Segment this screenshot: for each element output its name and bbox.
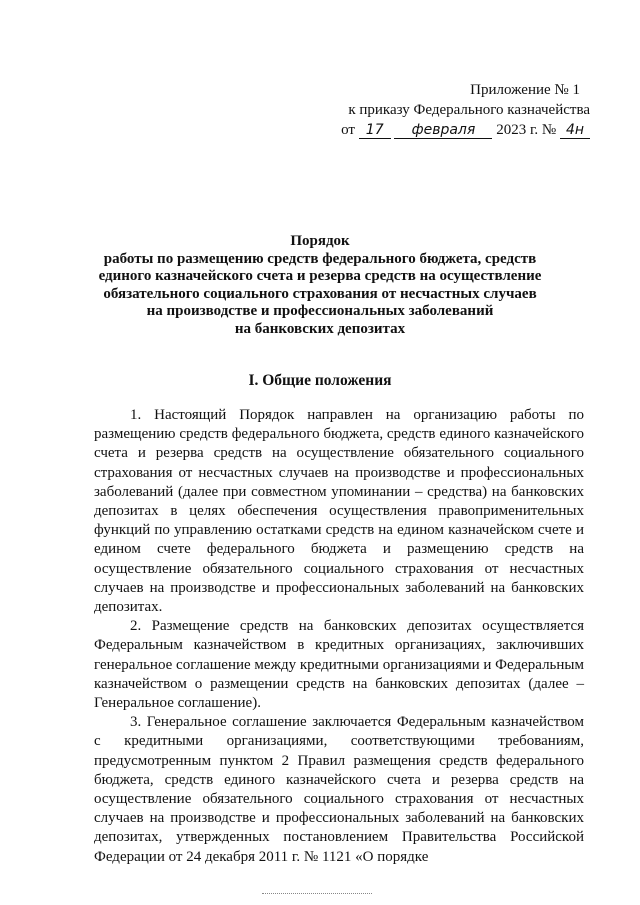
title-line: обязательного социального страхования от несчастных случаев [103, 285, 537, 302]
appendix-date-line [330, 120, 590, 140]
paragraph-2: 2. Размещение средств на банковских депозитах осуществляется Федеральным казначейством в кредитных организациях, заключивших генеральное соглашение между кредитными организациями и Федеральным казначейством о размещении средств на банковских депозитах (далее – Генеральное соглашение). [94, 618, 584, 712]
paragraph-1: 1. Настоящий Порядок направлен на организацию работы по размещению средств федерального бюджета, средств единого казначейского счета и резерва средств на осуществление обязательного социального страхования от несчастных случаев на производстве и профессиональных заболеваний (далее при совместном упоминании – средства) на банковских депозитах в целях обеспечения осуществления правоприменительных функций по управлению остатками средств на едином казначейском счете и едином счете федерального бюджета и размещению средств на осуществление обязательного социального страхования от несчастных случаев на производстве и профессиональных заболеваний на банковских депозитах. [94, 407, 584, 616]
paragraph-3: 3. Генеральное соглашение заключается Федеральным казначейством с кредитными организациями, соответствующими требованиям, предусмотренным пунктом 2 Правил размещения средств федерального бюджета, средств единого казначейского счета и резерва средств на осуществление обязательного социального страхования от несчастных случаев на производстве и профессиональных заболеваний на банковских депозитах, утвержденных постановлением Правительства Российской Федерации от 24 декабря 2011 г. № 1121 «О порядке [94, 714, 584, 865]
page-stamp-mark [262, 893, 372, 904]
appendix-header [330, 80, 590, 140]
title-line: на производстве и профессиональных заболеваний [146, 303, 494, 319]
section-heading: I. Общие положения [248, 372, 392, 389]
title-line: на банковских депозитах [234, 320, 406, 337]
appendix-number: Приложение № 1 [470, 82, 580, 98]
title-line: единого казначейского счета и резерва средств на осуществление [98, 268, 542, 284]
document-title [60, 233, 580, 338]
date-prefix: от [341, 122, 355, 138]
handwritten-day: 17 [359, 122, 391, 139]
date-year: 2023 г. № [496, 122, 557, 138]
title-line: Порядок [290, 233, 350, 249]
title-line: работы по размещению средств федерального бюджета, средств [103, 250, 537, 267]
handwritten-order-number: 4н [560, 122, 590, 139]
handwritten-month: февраля [394, 122, 492, 139]
document-body [94, 406, 584, 867]
appendix-order-reference: к приказу Федерального казначейства [348, 102, 590, 118]
